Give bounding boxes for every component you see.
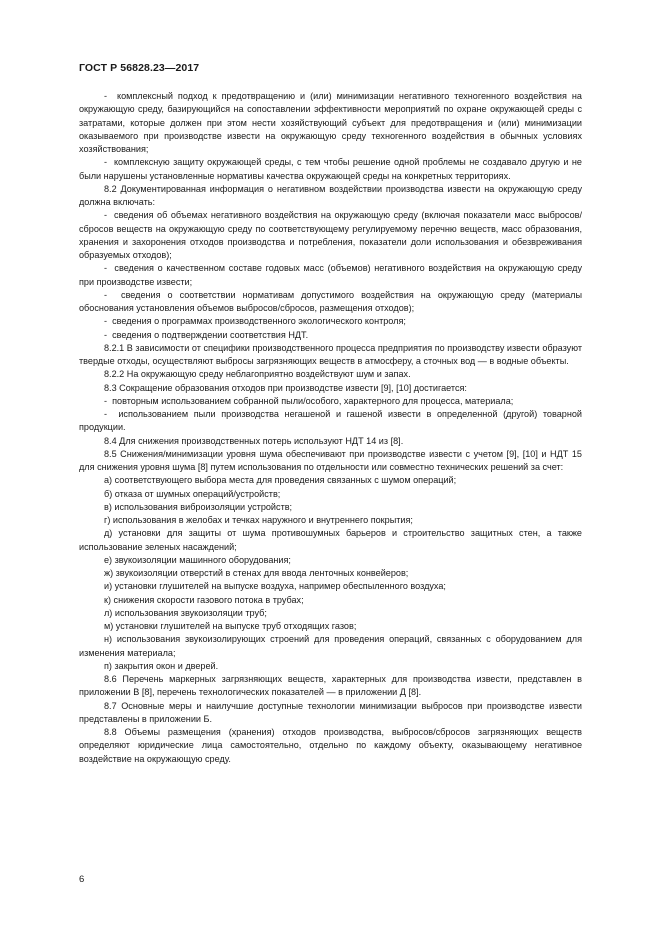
- page-number: 6: [79, 874, 85, 885]
- paragraph: 8.2 Документированная информация о негативном воздействии производства извести на окружающую среду должна включать:: [79, 183, 585, 207]
- paragraph: е) звукоизоляции машинного оборудования;: [104, 554, 291, 565]
- paragraph: в) использования виброизоляции устройств;: [104, 501, 293, 512]
- paragraph: - сведения о программах производственного экологического контроля;: [104, 316, 406, 327]
- paragraph: л) использования звукоизоляции труб;: [104, 607, 267, 618]
- paragraph: н) использования звукоизолирующих строений для проведения операций, связанных с оборудованием для изменения материала;: [79, 634, 585, 658]
- paragraph: 8.8 Объемы размещения (хранения) отходов производства, выбросов/сбросов загрязняющих веществ определяют юридические лица самостоятельно, отдельно по каждому объекту, оказывающему негативное воздействие на окружающую среду.: [79, 727, 585, 764]
- paragraph: - комплексную защиту окружающей среды, с тем чтобы решение одной проблемы не создавало другую и не были нарушены установленные нормативы качества окружающей среды на конкретных территориях.: [79, 157, 585, 181]
- paragraph: п) закрытия окон и дверей.: [104, 660, 219, 671]
- paragraph: и) установки глушителей на выпуске воздуха, например обеспыленного воздуха;: [104, 581, 446, 592]
- paragraph: г) использования в желобах и течках наружного и внутреннего покрытия;: [104, 515, 413, 525]
- paragraph: 8.2.1 В зависимости от специфики производственного процесса предприятия по производству извести образуют твердые отходы, осуществляют выбросы загрязняющих веществ в атмосферу, а сточных вод — в водные объекты.: [79, 342, 585, 366]
- paragraph: м) установки глушителей на выпуске труб отходящих газов;: [104, 621, 357, 631]
- paragraph: - комплексный подход к предотвращению и (или) минимизации негативного техногенного воздействия на окружающую среду, базирующийся на сопоставлении эффективности мероприятий по охране окружающей среды с затратами, которые должен при этом нести хозяйствующий субъект для предотвращения и (или) минимизации оказываемого при производстве извести на окружающую среду техногенного воздействия в обычных условиях хозяйствования;: [79, 91, 585, 154]
- paragraph: - сведения о качественном составе годовых масс (объемов) негативного воздействия на окружающую среду при производстве извести;: [79, 263, 585, 287]
- paragraph: - повторным использованием собранной пыли/особого, характерного для процесса, материала;: [104, 395, 514, 406]
- paragraph: 8.7 Основные меры и наилучшие доступные технологии минимизации выбросов при производстве извести представлены в приложении Б.: [79, 700, 585, 724]
- paragraph: д) установки для защиты от шума противошумных барьеров и строительство защитных стен, а также использование зеленых насаждений;: [79, 528, 585, 552]
- paragraph: 8.4 Для снижения производственных потерь используют НДТ 14 из [8].: [104, 435, 404, 446]
- paragraph: - сведения о подтверждении соответствия НДТ.: [104, 329, 309, 340]
- paragraph: - сведения об объемах негативного воздействия на окружающую среду (включая показатели масс выбросов/сбросов веществ на окружающую среду по соответствующему регулируемому перечню веществ, масс образования, хранения и захоронения отходов производства и потребления, показатели доли использования и обезвреживания образуемых отходов);: [79, 210, 585, 260]
- paragraph: а) соответствующего выбора места для проведения связанных с шумом операций;: [104, 475, 457, 486]
- paragraph: 8.5 Снижения/минимизации уровня шума обеспечивают при производстве извести с учетом [9], [10] и НДТ 15 для снижения уровня шума [8] путем использования по отдельности или совместно технических решений за счет:: [79, 448, 585, 472]
- document-body: [79, 90, 585, 766]
- paragraph: 8.3 Сокращение образования отходов при производстве извести [9], [10] достигается:: [104, 382, 467, 393]
- paragraph: 8.6 Перечень маркерных загрязняющих веществ, характерных для производства извести, представлен в приложении В [8], перечень технологических показателей — в приложении Д [8].: [79, 674, 585, 698]
- paragraph: б) отказа от шумных операций/устройств;: [104, 488, 281, 499]
- paragraph: - сведения о соответствии нормативам допустимого воздействия на окружающую среду (материалы обоснования установления объемов выбросов/сбросов, размещения отходов);: [79, 289, 585, 313]
- paragraph: - использованием пыли производства негашеной и гашеной извести в определенной (другой) товарной продукции.: [79, 409, 585, 433]
- paragraph: к) снижения скорости газового потока в трубах;: [104, 594, 304, 605]
- paragraph: 8.2.2 На окружающую среду неблагоприятно воздействуют шум и запах.: [104, 369, 411, 380]
- paragraph: ж) звукоизоляции отверстий в стенах для ввода ленточных конвейеров;: [104, 568, 409, 578]
- document-header: ГОСТ Р 56828.23—2017: [79, 62, 200, 74]
